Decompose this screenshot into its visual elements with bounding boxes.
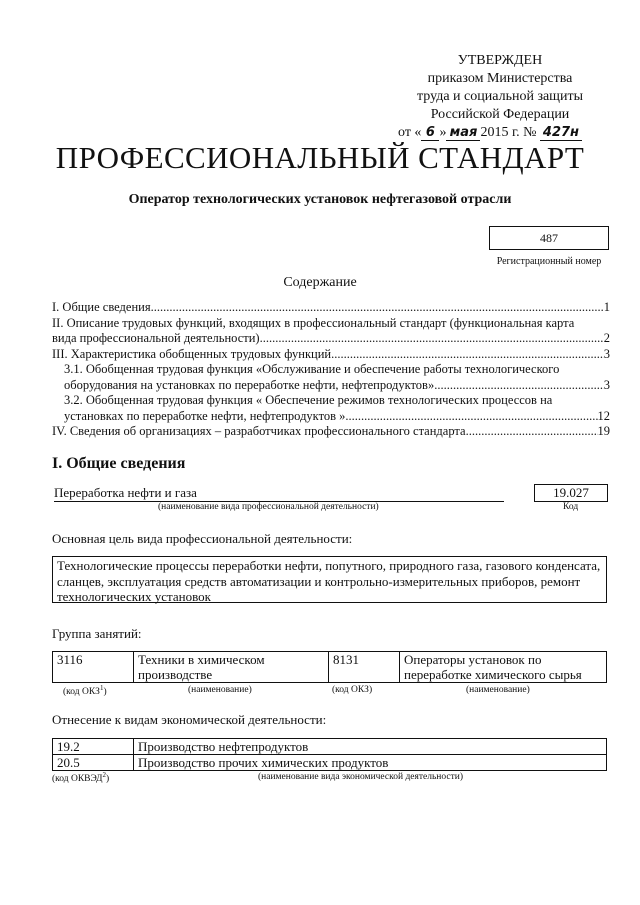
date-year: 2015 г. № (480, 125, 537, 140)
approval-block (400, 52, 600, 142)
toc-item-text: I. Общие сведения (52, 300, 151, 314)
okz-code-cell: 3116 (53, 652, 134, 683)
document-subtitle: Оператор технологических установок нефтегазовой отрасли (128, 192, 512, 207)
okz-code-caption: (код ОКЗ) (332, 685, 373, 695)
toc-item-text[interactable]: II. Описание трудовых функций, входящих в профессиональный стандарт (функциональная карта (52, 315, 575, 330)
order-number: 427н (540, 126, 582, 141)
toc-item-text: IV. Сведения об организациях – разработчиках профессионального стандарта (52, 424, 466, 438)
okz-code-cell: 8131 (329, 652, 400, 683)
toc-item-text-cont: установках по переработке нефти, нефтепродуктов » (64, 408, 346, 423)
occupation-group-table (52, 651, 607, 683)
activity-code: 19.027 (534, 484, 608, 502)
activity-caption: (наименование вида профессиональной деятельности) (158, 502, 379, 512)
okz-code-caption: (код ОКЗ$^1$) (63, 684, 107, 698)
okved-label: Отнесение к видам экономической деятельности: (52, 712, 327, 727)
okved-name-cell: Производство нефтепродуктов (134, 739, 607, 755)
goal-label: Основная цель вида профессиональной деятельности: (52, 531, 353, 546)
okz-name-caption: (наименование) (466, 685, 530, 695)
approval-line: приказом Министерства (427, 71, 573, 86)
toc-heading: Содержание (283, 275, 357, 290)
okved-name-cell: Производство прочих химических продуктов (134, 755, 607, 771)
toc-item[interactable] (52, 378, 610, 394)
toc-item-text[interactable]: 3.2. Обобщенная трудовая функция « Обеспечение режимов технологических процессов на (64, 393, 553, 407)
table-row (53, 755, 607, 771)
activity-name: Переработка нефти и газа (54, 485, 504, 502)
code-caption: Код (563, 502, 579, 512)
table-row (53, 739, 607, 755)
toc-item-text[interactable]: 3.1. Обобщенная трудовая функция «Обслуживание и обеспечение работы технологического (64, 362, 560, 376)
goal-text: Технологические процессы переработки нефти, попутного, природного газа, газового конденсата, сланцев, эксплуатация средств автоматизации и контрольно-измерительных приборов, ремонт технологических установок (52, 556, 607, 603)
registration-number-box: 487 (489, 226, 609, 250)
approval-line: труда и социальной защиты (417, 89, 583, 104)
okved-code-cell: 20.5 (53, 755, 134, 771)
okved-code-caption: (код ОКВЭД$^2$) (52, 771, 110, 785)
date-mid: » (439, 125, 447, 140)
toc-item-text: III. Характеристика обобщенных трудовых функций (52, 346, 332, 361)
toc-item-text-cont: вида профессиональной деятельности) (52, 331, 260, 345)
approval-line: Российской Федерации (430, 107, 570, 122)
table-of-contents (52, 300, 610, 440)
okz-name-cell: Операторы установок по переработке химического сырья (400, 652, 607, 683)
toc-item[interactable] (52, 424, 610, 440)
toc-item-page: 12 (597, 408, 610, 423)
toc-item-page: 1 (603, 300, 610, 314)
registration-label: Регистрационный номер (496, 256, 602, 267)
date-month: мая (446, 126, 480, 141)
toc-item[interactable] (52, 347, 610, 363)
section-heading: I. Общие сведения (52, 455, 186, 472)
date-day: 6 (421, 126, 439, 141)
approval-heading: УТВЕРЖДЕН (457, 53, 543, 68)
okz-name-cell: Техники в химическом производстве (134, 652, 329, 683)
table-row (53, 652, 607, 683)
okved-name-caption: (наименование вида экономической деятельности) (258, 772, 463, 782)
toc-item[interactable] (52, 331, 610, 347)
okved-code-cell: 19.2 (53, 739, 134, 755)
okz-name-caption: (наименование) (188, 685, 252, 695)
date-prefix: от « (398, 125, 422, 140)
document-title: ПРОФЕССИОНАЛЬНЫЙ СТАНДАРТ (55, 140, 585, 175)
toc-item[interactable] (52, 409, 610, 425)
okved-table (52, 738, 607, 771)
toc-item-page: 3 (603, 377, 610, 392)
toc-item-page: 3 (603, 346, 610, 361)
toc-item-page: 19 (597, 424, 610, 438)
toc-item-page: 2 (603, 331, 610, 345)
toc-item[interactable] (52, 300, 610, 316)
toc-item-text-cont: оборудования на установках по переработке нефти, нефтепродуктов» (64, 377, 435, 392)
group-label: Группа занятий: (52, 626, 142, 641)
